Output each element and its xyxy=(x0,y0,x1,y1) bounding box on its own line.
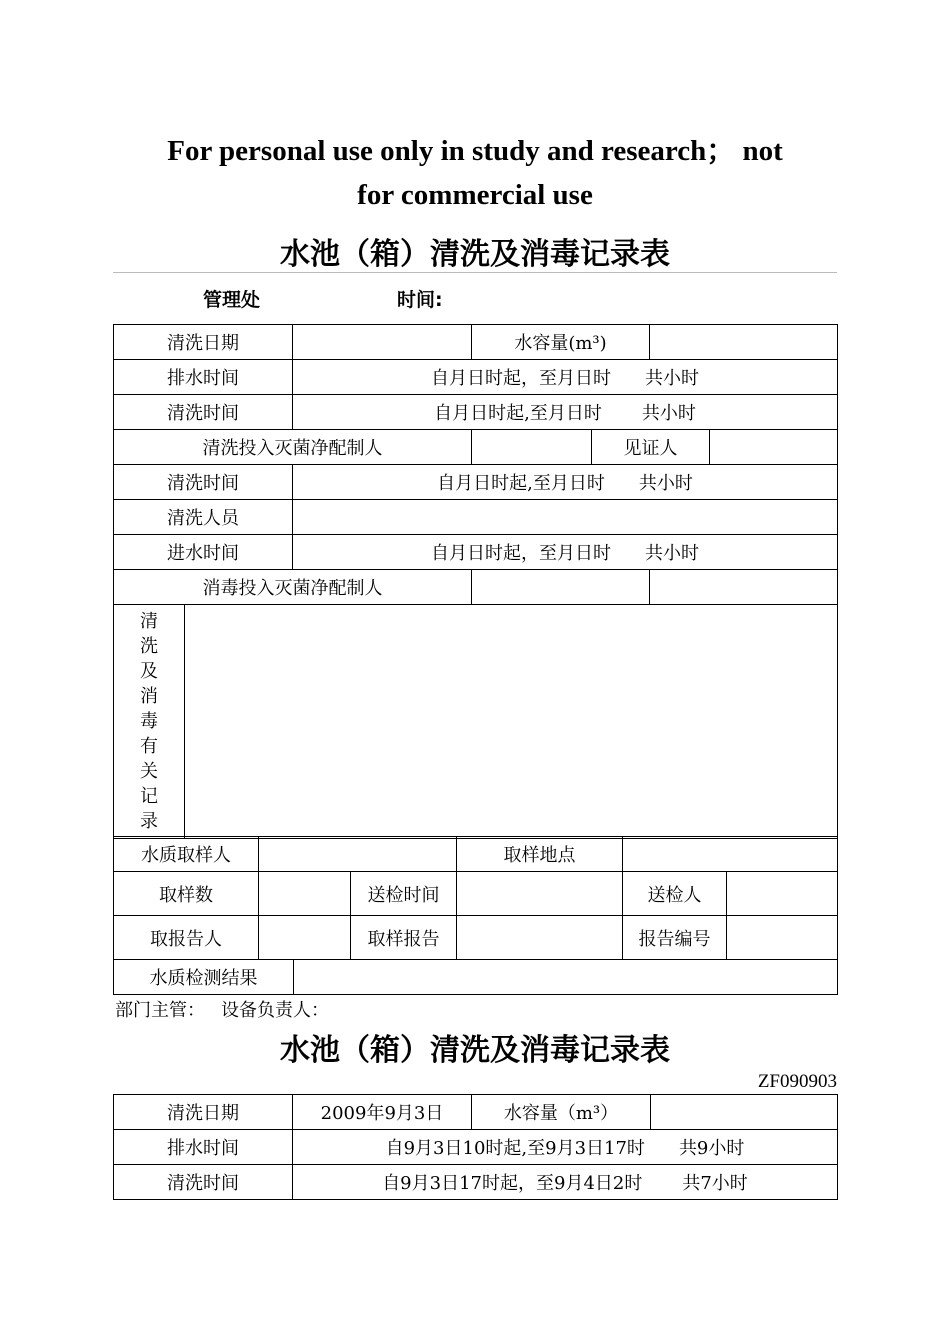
clean-time-label: 清洗时间 xyxy=(114,395,293,430)
form2-table xyxy=(113,1094,838,1200)
f2-clean-time-range: 自9月3日17时起，至9月4日2时 xyxy=(382,1173,643,1194)
row-clean-date xyxy=(114,325,838,360)
row-drain-time xyxy=(114,360,838,395)
drain-time-value[interactable] xyxy=(293,360,838,395)
office-label: 管理处 xyxy=(203,289,261,311)
sampler-label: 水质取样人 xyxy=(114,837,259,872)
row-clean-staff xyxy=(114,500,838,535)
row-inlet-time xyxy=(114,535,838,570)
form1-table-sampling xyxy=(113,836,838,995)
f2-clean-date-label: 清洗日期 xyxy=(114,1095,293,1130)
inlet-time-range: 自月日时起，至月日时 xyxy=(431,543,611,564)
clean-time2-value[interactable] xyxy=(293,465,838,500)
report-taker-value[interactable] xyxy=(259,916,351,960)
water-volume-label: 水容量(m³) xyxy=(472,325,650,360)
records-label-box xyxy=(114,605,185,838)
records-content[interactable] xyxy=(185,605,837,838)
sample-count-value[interactable] xyxy=(259,872,351,916)
submit-time-value[interactable] xyxy=(457,872,623,916)
inlet-time-total: 共小时 xyxy=(645,543,699,564)
row-clean-time-2 xyxy=(114,465,838,500)
f2-clean-time-value[interactable] xyxy=(293,1165,838,1200)
inlet-time-label: 进水时间 xyxy=(114,535,293,570)
row-sample-count xyxy=(114,872,838,916)
clean-staff-label: 清洗人员 xyxy=(114,500,293,535)
clean-time2-total: 共小时 xyxy=(638,473,693,494)
time-label: 时间: xyxy=(397,289,443,311)
clean-time-value[interactable] xyxy=(293,395,838,430)
test-result-value[interactable] xyxy=(294,960,837,994)
title-divider xyxy=(113,272,837,273)
f2-water-volume-label: 水容量（m³） xyxy=(472,1095,651,1130)
records-label: 清洗及消毒有关记录 xyxy=(140,611,158,832)
submit-time-label: 送检时间 xyxy=(351,872,457,916)
test-result-cell xyxy=(114,960,838,995)
row-clean-preparer xyxy=(114,430,838,465)
water-volume-value[interactable] xyxy=(650,325,838,360)
clean-time2-range: 自月日时起,至月日时 xyxy=(437,473,605,494)
report-no-label: 报告编号 xyxy=(623,916,727,960)
records-cell xyxy=(114,605,838,839)
f2-row-drain-time xyxy=(114,1130,838,1165)
f2-drain-time-value[interactable] xyxy=(293,1130,838,1165)
f2-drain-time-label: 排水时间 xyxy=(114,1130,293,1165)
f2-clean-date-value[interactable]: 2009年9月3日 xyxy=(293,1095,472,1130)
row-sampler xyxy=(114,837,838,872)
clean-date-label: 清洗日期 xyxy=(114,325,293,360)
witness-label: 见证人 xyxy=(592,430,710,464)
clean-preparer-value[interactable] xyxy=(472,430,592,465)
disclaimer-line-2: for commercial use xyxy=(357,179,593,211)
witness-cell xyxy=(592,430,838,465)
clean-time-total: 共小时 xyxy=(641,403,696,424)
test-result-label: 水质检测结果 xyxy=(114,960,294,994)
form2-code: ZF090903 xyxy=(757,1071,837,1092)
disinfect-preparer-value[interactable] xyxy=(472,570,650,605)
drain-time-total: 共小时 xyxy=(645,368,699,389)
clean-time2-label: 清洗时间 xyxy=(114,465,293,500)
equipment-lead-label: 设备负责人： xyxy=(221,1000,329,1021)
f2-drain-time-range: 自9月3日10时起,至9月3日17时 xyxy=(385,1138,645,1159)
row-clean-time xyxy=(114,395,838,430)
clean-preparer-label: 清洗投入灭菌净配制人 xyxy=(114,430,472,465)
sample-location-value[interactable] xyxy=(623,837,838,872)
dept-head-label: 部门主管： xyxy=(115,1000,205,1021)
form2-title: 水池（箱）清洗及消毒记录表 xyxy=(280,1033,670,1068)
f2-drain-time-total: 共9小时 xyxy=(678,1138,745,1159)
disinfect-preparer-extra[interactable] xyxy=(650,570,838,605)
clean-date-value[interactable] xyxy=(293,325,472,360)
drain-time-range: 自月日时起，至月日时 xyxy=(431,368,611,389)
witness-value[interactable] xyxy=(710,430,837,464)
form1-table-main xyxy=(113,324,838,839)
disclaimer-line-1: For personal use only in study and research； not xyxy=(167,135,783,167)
row-test-result xyxy=(114,960,838,995)
row-report-taker xyxy=(114,916,838,960)
sample-count-label: 取样数 xyxy=(114,872,259,916)
f2-row-clean-date xyxy=(114,1095,838,1130)
inlet-time-value[interactable] xyxy=(293,535,838,570)
sample-report-label: 取样报告 xyxy=(351,916,457,960)
submitter-label: 送检人 xyxy=(623,872,727,916)
row-disinfect-preparer xyxy=(114,570,838,605)
clean-time-range: 自月日时起,至月日时 xyxy=(434,403,602,424)
sampler-value[interactable] xyxy=(259,837,457,872)
report-taker-label: 取报告人 xyxy=(114,916,259,960)
submitter-value[interactable] xyxy=(727,872,838,916)
f2-row-clean-time xyxy=(114,1165,838,1200)
f2-clean-time-total: 共7小时 xyxy=(682,1173,748,1194)
row-records xyxy=(114,605,838,839)
f2-water-volume-value[interactable] xyxy=(651,1095,838,1130)
drain-time-label: 排水时间 xyxy=(114,360,293,395)
clean-staff-value[interactable] xyxy=(293,500,838,535)
disinfect-preparer-label: 消毒投入灭菌净配制人 xyxy=(114,570,472,605)
report-no-value[interactable] xyxy=(727,916,838,960)
sample-report-value[interactable] xyxy=(457,916,623,960)
sample-location-label: 取样地点 xyxy=(457,837,623,872)
form1-title: 水池（箱）清洗及消毒记录表 xyxy=(280,237,670,272)
f2-clean-time-label: 清洗时间 xyxy=(114,1165,293,1200)
signature-line xyxy=(115,996,329,1022)
